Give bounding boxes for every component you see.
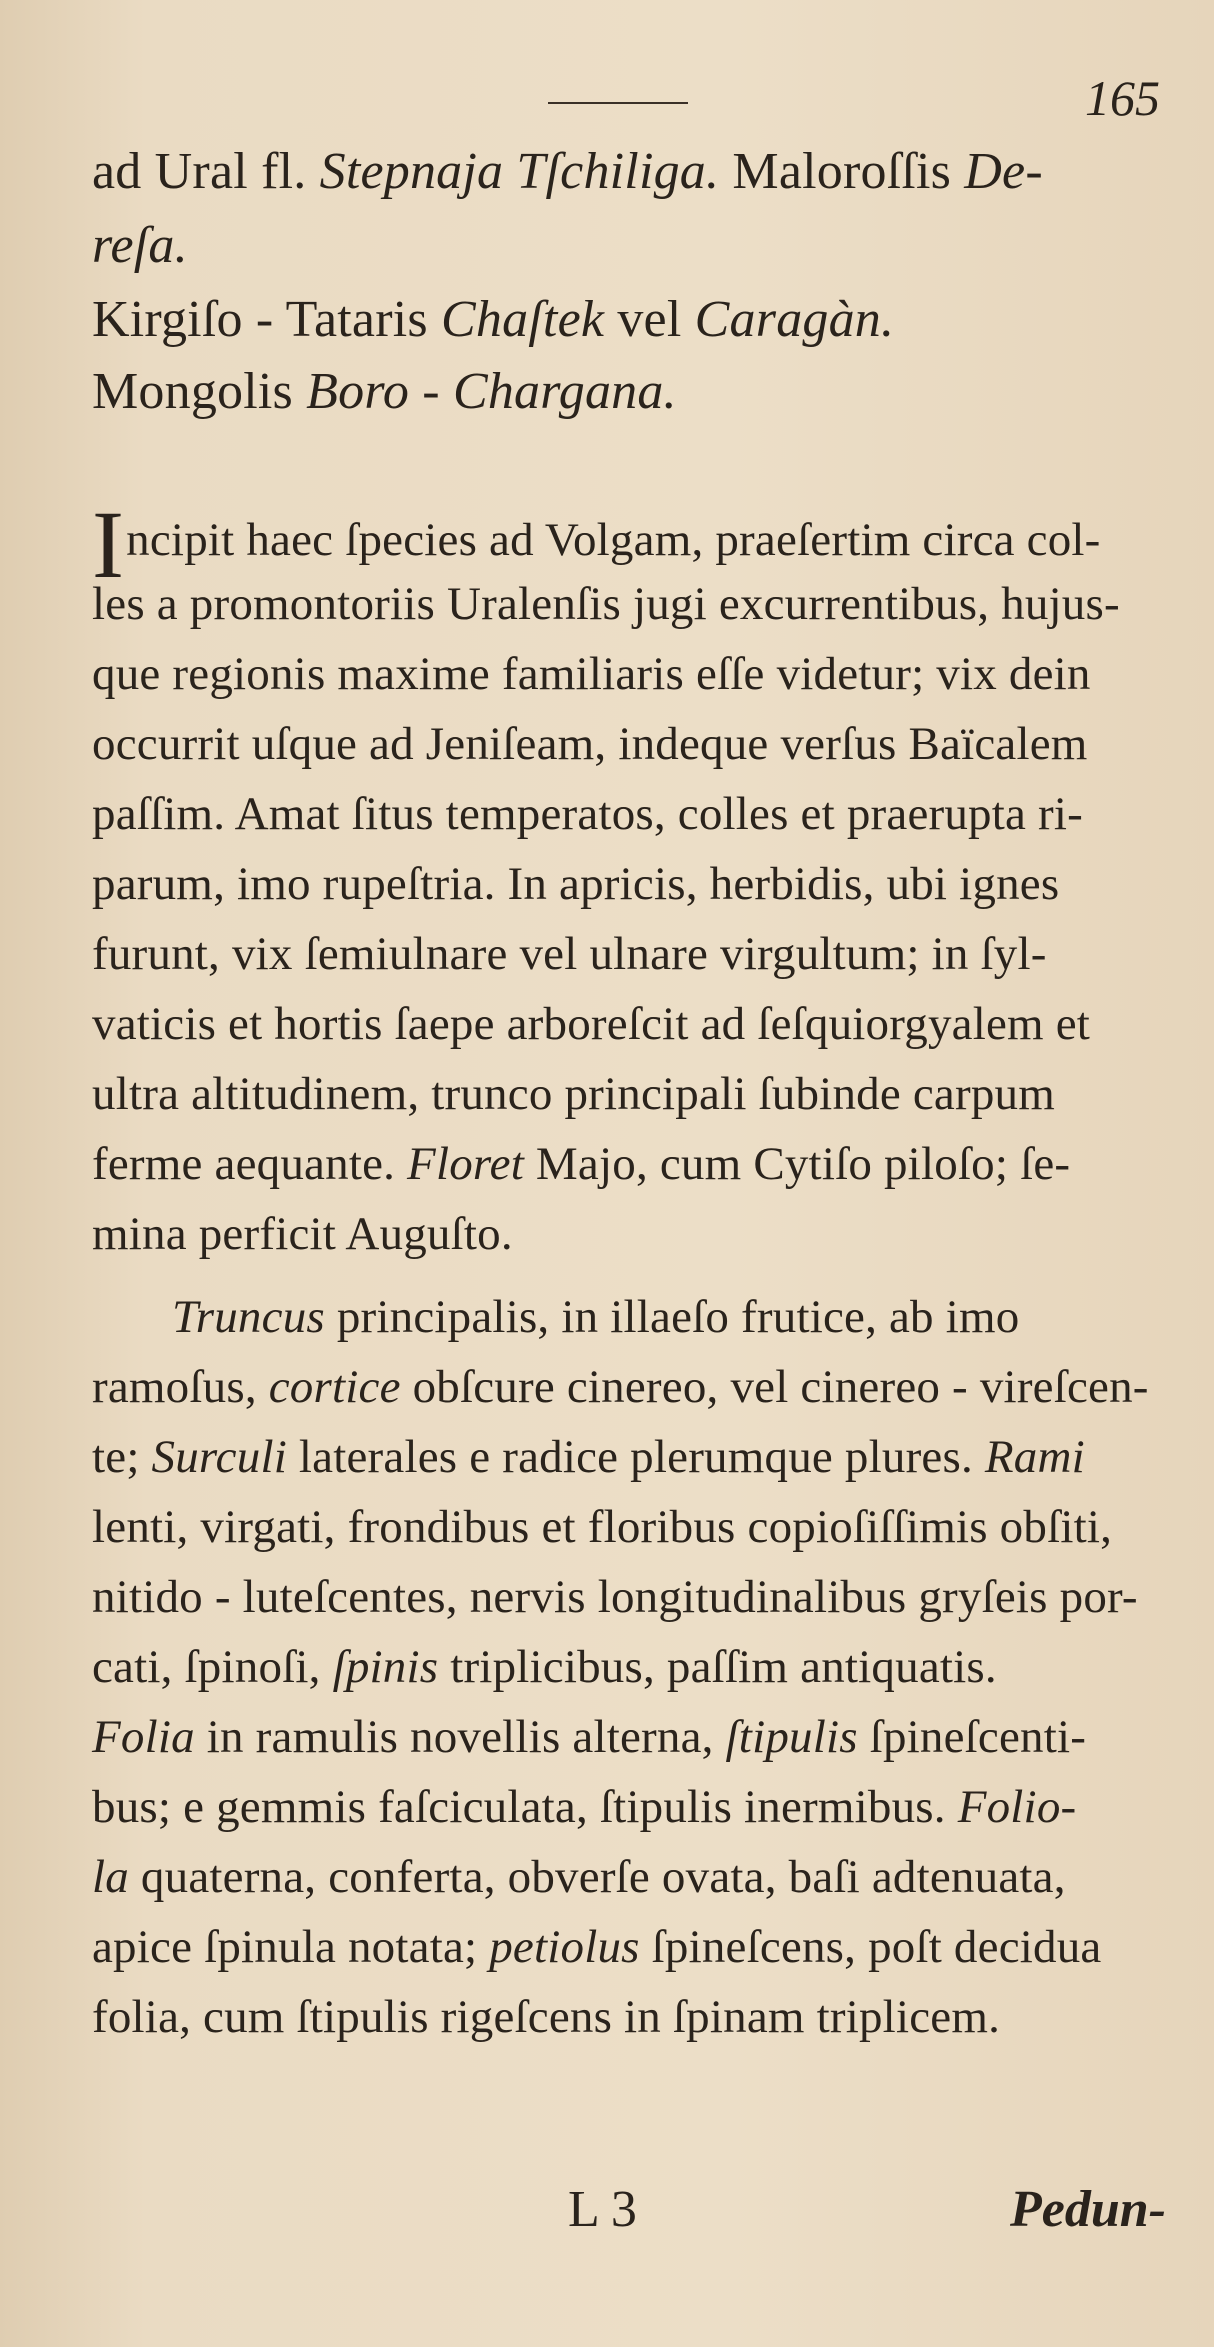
synonym-line <box>92 140 1152 204</box>
text-span: te; <box>92 1431 152 1483</box>
text-span: ſpineſcenti- <box>857 1711 1087 1763</box>
text-line: nitido - luteſcentes, nervis longitudinalibus gryſeis por- <box>92 1571 1138 1623</box>
italic-text: Caragàn. <box>694 291 895 348</box>
text-line: vaticis et hortis ſaepe arboreſcit ad ſeſquiorgyalem et <box>92 998 1091 1050</box>
italic-text: Surculi <box>151 1431 287 1483</box>
synonym-line <box>92 214 1152 278</box>
text-span: Kirgiſo - Tataris <box>92 291 441 348</box>
italic-text: Chaſtek <box>441 291 605 348</box>
text-line <box>92 1918 1152 1976</box>
synonym-line <box>92 288 1152 352</box>
text-span: Majo, cum Cytiſo piloſo; ſe- <box>523 1138 1071 1190</box>
text-span: ncipit haec ſpecies ad Volgam, praeſertim circa col- <box>126 514 1101 566</box>
text-line <box>92 1708 1152 1766</box>
page-number: 165 <box>1085 70 1160 126</box>
text-span: Mongolis <box>92 363 307 420</box>
text-line <box>92 1638 1152 1696</box>
italic-text: De- <box>964 143 1043 200</box>
text-span: ramoſus, <box>92 1361 269 1413</box>
text-line <box>92 491 1152 598</box>
text-line: occurrit uſque ad Jeniſeam, indeque verſus Baïcalem <box>92 718 1088 770</box>
italic-text: Folio- <box>957 1781 1077 1833</box>
text-line: ultra altitudinem, trunco principali ſubinde carpum <box>92 1068 1055 1120</box>
text-span: apice ſpinula notata; <box>92 1921 490 1973</box>
italic-text: Rami <box>984 1431 1085 1483</box>
text-line: paſſim. Amat ſitus temperatos, colles et praerupta ri- <box>92 788 1083 840</box>
drop-cap: I <box>92 491 125 598</box>
text-line: folia, cum ſtipulis rigeſcens in ſpinam triplicem. <box>92 1991 1001 2043</box>
text-span: Maloroſſis <box>719 143 965 200</box>
text-span: bus; e gemmis faſciculata, ſtipulis inermibus. <box>92 1781 958 1833</box>
italic-text: Truncus <box>172 1291 325 1343</box>
text-span: ad Ural fl. <box>92 143 320 200</box>
catchword: Pedun- <box>1010 2181 1166 2238</box>
text-line: que regionis maxime familiaris eſſe videtur; vix dein <box>92 648 1091 700</box>
text-span: ſpineſcens, poſt decidua <box>639 1921 1102 1973</box>
text-line <box>92 1358 1152 1416</box>
italic-text: ſpinis <box>332 1641 439 1693</box>
text-span: laterales e radice plerumque plures. <box>286 1431 985 1483</box>
italic-text: Stepnaja Tſchiliga. <box>319 143 720 200</box>
text-span: in ramulis novellis alterna, <box>194 1711 726 1763</box>
text-span: vel <box>604 291 695 348</box>
text-span: principalis, in illaeſo frutice, ab imo <box>324 1291 1020 1343</box>
text-line: lenti, virgati, frondibus et floribus copioſiſſimis obſiti, <box>92 1501 1113 1553</box>
text-line <box>172 1288 1152 1346</box>
text-line: mina perficit Auguſto. <box>92 1208 513 1260</box>
italic-text: Floret <box>407 1138 524 1190</box>
text-line <box>92 1428 1152 1486</box>
italic-text: cortice <box>268 1361 401 1413</box>
text-line: parum, imo rupeſtria. In apricis, herbidis, ubi ignes <box>92 858 1060 910</box>
text-span: cati, ſpinoſi, <box>92 1641 333 1693</box>
text-line <box>92 1778 1152 1836</box>
text-line <box>92 1848 1152 1906</box>
italic-text: Folia <box>92 1711 195 1763</box>
text-line <box>92 1135 1152 1193</box>
italic-text: reſa. <box>92 217 188 274</box>
signature-mark: L 3 <box>568 2181 637 2238</box>
text-span: ferme aequante. <box>92 1138 408 1190</box>
italic-text: petiolus <box>489 1921 640 1973</box>
text-span: triplicibus, paſſim antiquatis. <box>438 1641 997 1693</box>
text-line: les a promontoriis Uralenſis jugi excurrentibus, hujus- <box>92 578 1120 630</box>
text-span: obſcure cinereo, vel cinereo - vireſcen- <box>400 1361 1149 1413</box>
italic-text: la <box>92 1851 129 1903</box>
text-line: furunt, vix ſemiulnare vel ulnare virgultum; in ſyl- <box>92 928 1047 980</box>
synonym-line <box>92 360 1152 424</box>
italic-text: ſtipulis <box>725 1711 858 1763</box>
header-rule <box>548 102 688 104</box>
text-span: quaterna, conferta, obverſe ovata, baſi adtenuata, <box>128 1851 1066 1903</box>
italic-text: Boro - Chargana. <box>306 363 677 420</box>
